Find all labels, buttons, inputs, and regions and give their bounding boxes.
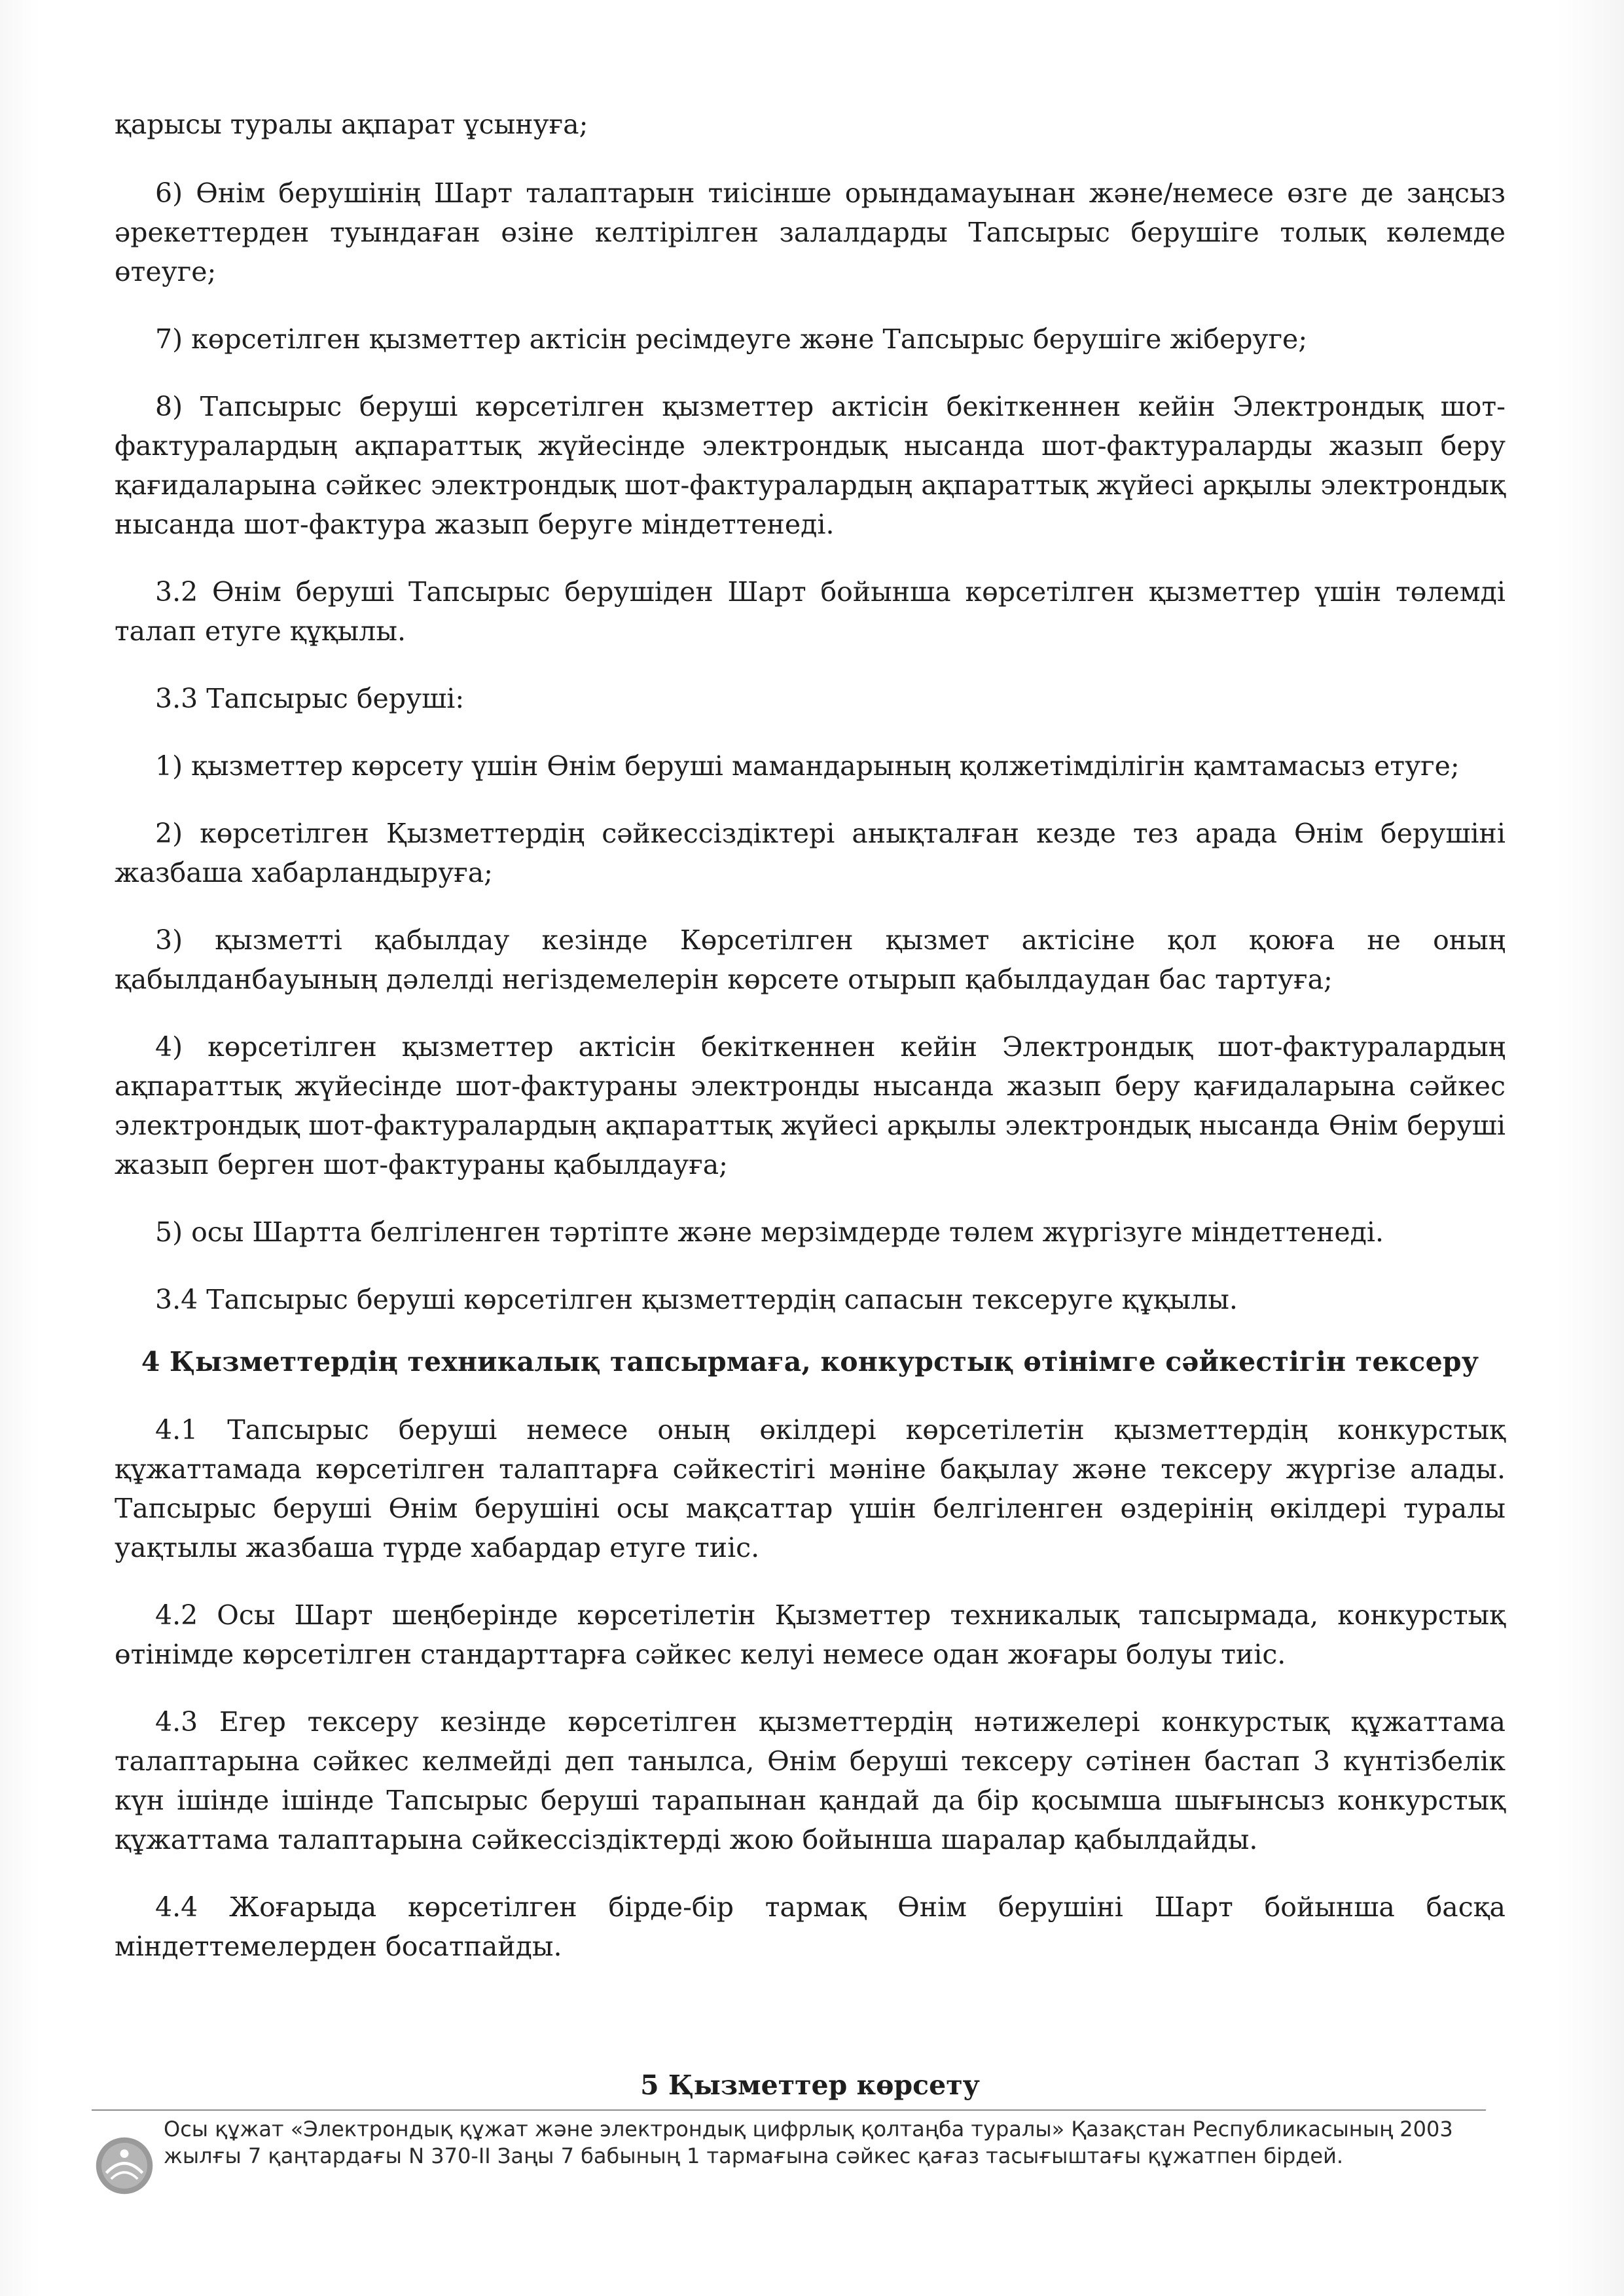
paragraph-3-3: 3.3 Тапсырыс беруші: — [155, 683, 465, 714]
paragraph-3-3-4: 4) көрсетілген қызметтер актісін бекіткеннен кейін Электрондық шот-фактуралардың ақпараттық жүйесінде шот-фактураны электронды нысанда жазып беру қағидаларына сәйкес электрондық шот-фактуралардың ақпараттық жүйесі арқылы электрондық нысанда Өнім беруші жазып берген шот-фактураны қабылдауға; — [115, 1031, 1506, 1180]
footer-legal-notice: Осы құжат «Электрондық құжат және электрондық цифрлық қолтаңба туралы» Қазақстан Республикасының 2003 жылғы 7 қаңтардағы N 370-II Заңы 7 бабының 1 тармағына сәйкес қағаз тасығыштағы құжатпен бірдей. — [164, 2117, 1453, 2168]
section-5-heading: 5 Қызметтер көрсету — [640, 2069, 980, 2101]
paragraph-3-3-5: 5) осы Шартта белгіленген тәртіпте және мерзімдерде төлем жүргізуге міндеттенеді. — [155, 1216, 1384, 1248]
paragraph-4-4: 4.4 Жоғарыда көрсетілген бірде-бір тармақ Өнім берушіні Шарт бойынша басқа міндеттемелерден босатпайды. — [115, 1891, 1506, 1962]
paragraph-3-3-3: 3) қызметті қабылдау кезінде Көрсетілген қызмет актісіне қол қоюға не оның қабылданбауының дәлелді негіздемелерін көрсете отырып қабылдаудан бас тартуға; — [115, 924, 1506, 995]
egov-seal-icon — [94, 2136, 154, 2196]
paragraph-3-1-6: 6) Өнім берушінің Шарт талаптарын тиісінше орындамауынан және/немесе өзге де заңсыз әрекеттерден туындаған өзіне келтірілген залалдарды Тапсырыс берушіге толық көлемде өтеуге; — [115, 177, 1506, 287]
paragraph-3-1-4-continued: қарысы туралы ақпарат ұсынуға; — [115, 109, 588, 140]
document-body — [115, 105, 1506, 1994]
paragraph-3-1-8: 8) Тапсырыс беруші көрсетілген қызметтер актісін бекіткеннен кейін Электрондық шот-фактуралардың ақпараттық жүйесінде электрондық нысанда шот-фактураларды жазып беру қағидаларына сәйкес электрондық шот-фактуралардың ақпараттық жүйесі арқылы электрондық нысанда шот-фактура жазып беруге міндеттенеді. — [115, 391, 1506, 540]
paragraph-4-2: 4.2 Осы Шарт шеңберінде көрсетілетін Қызметтер техникалық тапсырмада, конкурстық өтінімде көрсетілген стандарттарға сәйкес келуі немесе одан жоғары болуы тиіс. — [115, 1599, 1506, 1670]
footer-divider — [92, 2109, 1486, 2111]
footer — [92, 2116, 1492, 2221]
paragraph-3-4: 3.4 Тапсырыс беруші көрсетілген қызметтердің сапасын тексеруге құқылы. — [155, 1284, 1238, 1315]
paragraph-3-1-7: 7) көрсетілген қызметтер актісін ресімдеуге және Тапсырыс берушіге жіберуге; — [155, 323, 1308, 355]
paragraph-4-1: 4.1 Тапсырыс беруші немесе оның өкілдері көрсетілетін қызметтердің конкурстық құжаттамада көрсетілген талаптарға сәйкестігі мәніне бақылау және тексеру жүргізе алады. Тапсырыс беруші Өнім берушіні осы мақсаттар үшін белгіленген өздерінің өкілдері туралы уақтылы жазбаша түрде хабардар етуге тиіс. — [115, 1414, 1506, 1563]
paragraph-3-3-2: 2) көрсетілген Қызметтердің сәйкессіздіктері анықталған кезде тез арада Өнім берушіні жазбаша хабарландыруға; — [115, 818, 1506, 888]
paragraph-3-2: 3.2 Өнім беруші Тапсырыс берушіден Шарт бойынша көрсетілген қызметтер үшін төлемді талап етуге құқылы. — [115, 576, 1506, 647]
section-4-heading: 4 Қызметтердің техникалық тапсырмаға, конкурстық өтінімге сәйкестігін тексеру — [141, 1346, 1479, 1377]
paragraph-4-3: 4.3 Егер тексеру кезінде көрсетілген қызметтердің нәтижелері конкурстық құжаттама талаптарына сәйкес келмейді деп танылса, Өнім беруші тексеру сәтінен бастап 3 күнтізбелік күн ішінде ішінде Тапсырыс беруші тарапынан қандай да бір қосымша шығынсыз конкурстық құжаттама талаптарына сәйкессіздіктерді жою бойынша шаралар қабылдайды. — [115, 1706, 1506, 1855]
paragraph-3-3-1: 1) қызметтер көрсету үшін Өнім беруші мамандарының қолжетімділігін қамтамасыз етуге; — [155, 750, 1460, 782]
